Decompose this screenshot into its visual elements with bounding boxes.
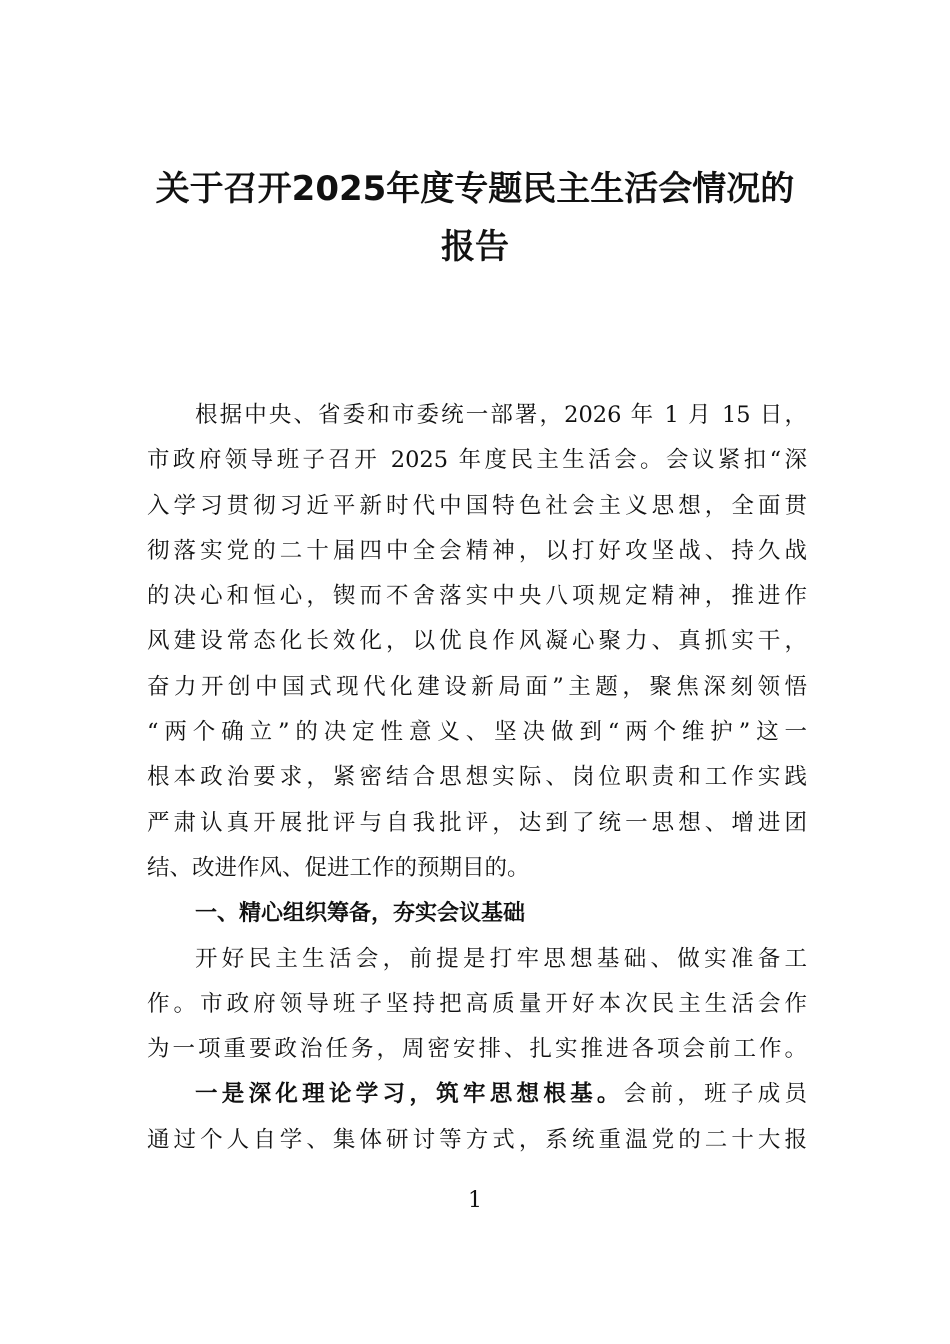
section-heading: 一、精心组织筹备，夯实会议基础 [195,901,526,927]
page-number: 1 [468,1188,482,1213]
point-1-bold-lead: 一是深化理论学习，筑牢思想根基。 [195,1081,624,1108]
intro-line-7: 奋力开创中国式现代化建设新局面”主题，聚焦深刻领悟 [147,673,807,700]
intro-line-11: 结、改进作风、促进工作的预期目的。 [147,854,530,881]
intro-line-3: 入学习贯彻习近平新时代中国特色社会主义思想，全面贯 [147,492,807,519]
document-title [120,160,830,276]
intro-line-6: 风建设常态化长效化，以优良作风凝心聚力、真抓实干， [147,628,807,655]
intro-line-4: 彻落实党的二十届四中全会精神，以打好攻坚战、持久战 [147,537,807,564]
section-1-line-3: 为一项重要政治任务，周密安排、扎实推进各项会前工作。 [147,1036,807,1063]
intro-line-8: “两个确立”的决定性意义、坚决做到“两个维护”这一 [147,719,807,746]
document-body [147,393,807,1163]
intro-line-5: 的决心和恒心，锲而不舍落实中央八项规定精神，推进作 [147,583,807,610]
point-1-line-2: 通过个人自学、集体研讨等方式，系统重温党的二十大报 [147,1126,807,1153]
section-1-line-2: 作。市政府领导班子坚持把高质量开好本次民主生活会作 [147,990,807,1017]
intro-line-9: 根本政治要求，紧密结合思想实际、岗位职责和工作实践 [147,764,807,791]
point-1-first-line-rest: 会前，班子成员 [623,1081,807,1108]
intro-line-1: 根据中央、省委和市委统一部署，2026 年 1 月 15 日， [195,402,807,428]
title-line-2: 报告 [441,227,509,267]
intro-line-10: 严肃认真开展批评与自我批评，达到了统一思想、增进团 [147,809,807,836]
section-1-line-1: 开好民主生活会，前提是打牢思想基础、做实准备工 [195,945,807,972]
intro-line-2: 市政府领导班子召开 2025 年度民主生活会。会议紧扣“深 [147,447,807,474]
point-1-line-1 [147,1072,807,1117]
title-line-1: 关于召开2025年度专题民主生活会情况的 [155,169,795,209]
